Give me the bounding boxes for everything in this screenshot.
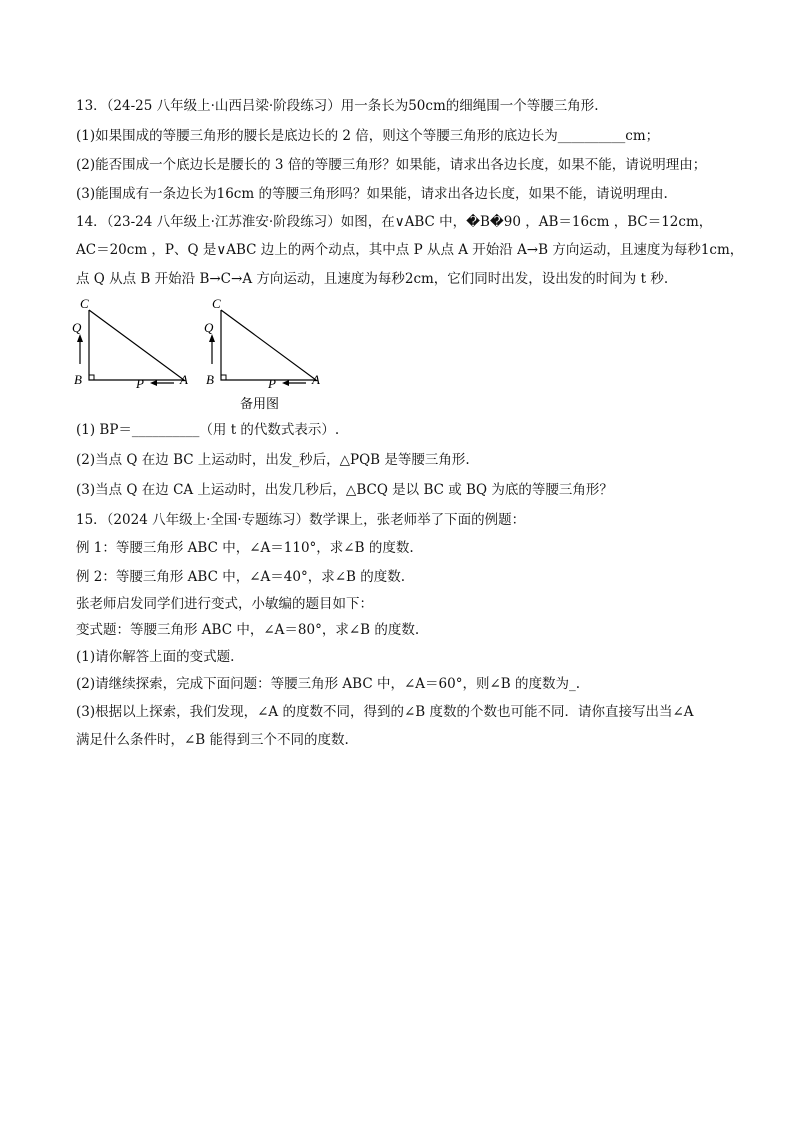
q15-example2: 例 2：等腰三角形 ABC 中，∠A＝40°，求∠B 的度数.	[76, 569, 406, 585]
q15-part3-line1: (3)根据以上探索，我们发现，∠A 的度数不同，得到的∠B 度数的个数也可能不同．请你直接写出当∠A	[76, 704, 694, 720]
triangle-figure-main	[72, 296, 188, 391]
label-q: Q	[204, 320, 214, 335]
label-c: C	[212, 296, 221, 311]
q14-part1: (1) BP＝__________（用 t 的代数式表示）.	[76, 422, 340, 438]
q13-part3: (3)能围成有一条边长为16cm 的等腰三角形吗？如果能，请求出各边长度，如果不能，请说明理由.	[76, 186, 668, 202]
figure-caption: 备用图	[240, 396, 280, 411]
q13-part2: (2)能否围成一个底边长是腰长的 3 倍的等腰三角形？如果能，请求出各边长度，如果不能，请说明理由；	[76, 157, 707, 173]
label-p: P	[136, 376, 144, 391]
label-p: P	[268, 376, 276, 391]
label-b: B	[74, 372, 82, 387]
label-b: B	[206, 372, 214, 387]
label-q: Q	[72, 320, 82, 335]
q15-line1: 张老师启发同学们进行变式，小敏编的题目如下：	[76, 596, 373, 612]
q15-part3-line2: 满足什么条件时，∠B 能得到三个不同的度数.	[76, 732, 349, 748]
q14-intro-line3: 点 Q 从点 B 开始沿 B→C→A 方向运动，且速度为每秒2cm，它们同时出发，设出发的时间为 t 秒.	[76, 271, 669, 287]
label-c: C	[80, 296, 89, 311]
q14-part3: (3)当点 Q 在边 CA 上运动时，出发几秒后，△BCQ 是以 BC 或 BQ 为底的等腰三角形？	[76, 482, 613, 498]
label-a: A	[180, 372, 188, 387]
triangle-figures	[60, 296, 340, 418]
q15-example1: 例 1：等腰三角形 ABC 中，∠A＝110°，求∠B 的度数.	[76, 540, 414, 556]
q15-variant: 变式题：等腰三角形 ABC 中，∠A＝80°，求∠B 的度数.	[76, 622, 420, 638]
q13-intro: 13．（24-25 八年级上·山西吕梁·阶段练习）用一条长为50cm的细绳围一个等腰三角形.	[76, 98, 599, 114]
q14-intro-line1: 14．（23-24 八年级上·江苏淮安·阶段练习）如图，在∨ABC 中，�B�90 ，AB＝16cm ，BC＝12cm，	[76, 214, 713, 230]
triangle-figure-spare	[204, 296, 320, 411]
q14-intro-line2: AC＝20cm ，P、Q 是∨ABC 边上的两个动点，其中点 P 从点 A 开始沿 A→B 方向运动，且速度为每秒1cm，	[76, 242, 744, 258]
label-a: A	[312, 372, 320, 387]
q14-part2: (2)当点 Q 在边 BC 上运动时，出发_秒后，△PQB 是等腰三角形.	[76, 452, 470, 468]
q15-part1: (1)请你解答上面的变式题.	[76, 649, 235, 665]
q15-part2: (2)请继续探索，完成下面问题：等腰三角形 ABC 中，∠A＝60°，则∠B 的度数为_.	[76, 676, 581, 692]
q15-intro: 15．（2024 八年级上·全国·专题练习）数学课上，张老师举了下面的例题：	[76, 512, 526, 528]
q13-part1: (1)如果围成的等腰三角形的腰长是底边长的 2 倍，则这个等腰三角形的底边长为__________cm；	[76, 128, 660, 144]
